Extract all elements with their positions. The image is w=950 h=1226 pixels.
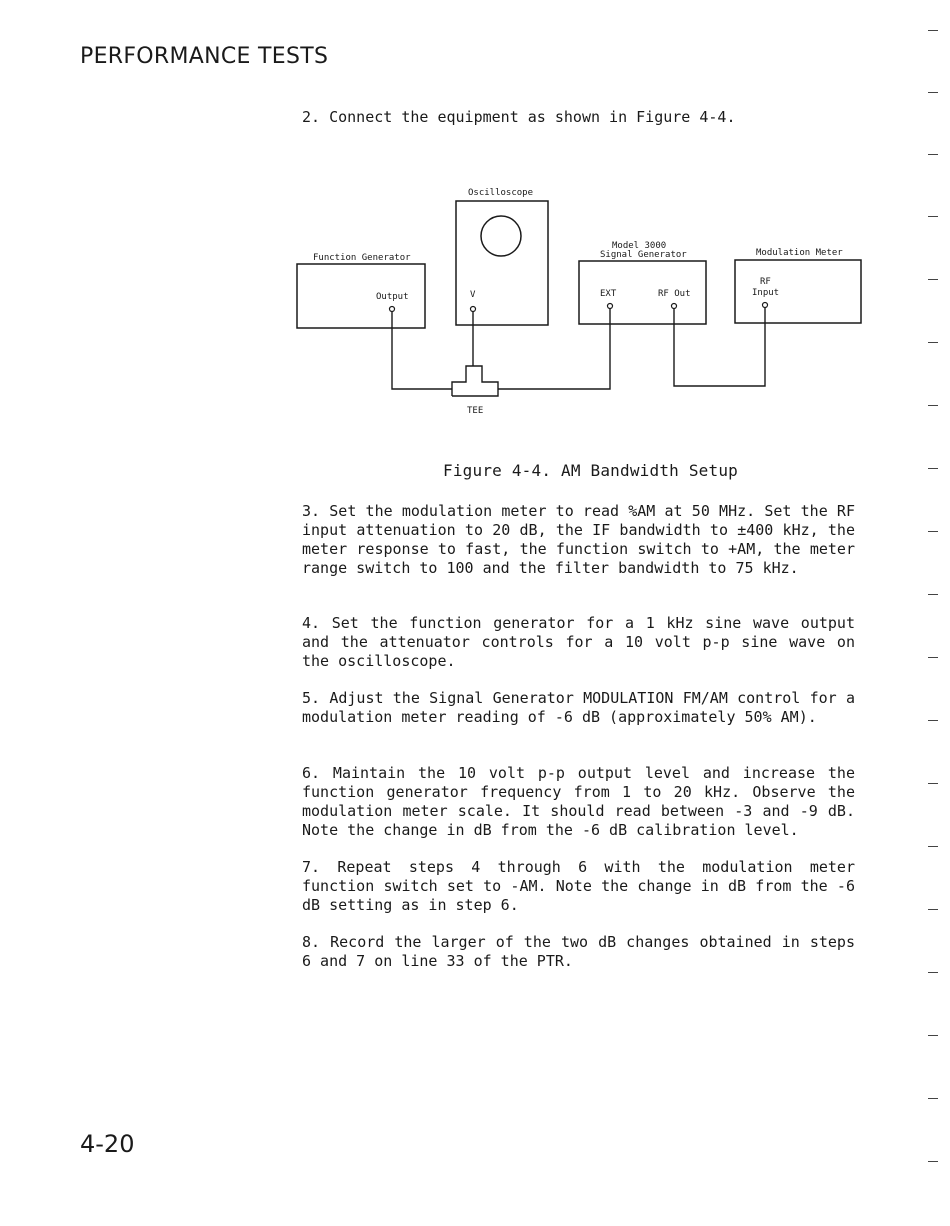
modulation-meter-input-connector [763, 303, 768, 308]
oscilloscope-label: Oscilloscope [468, 188, 534, 198]
modulation-meter-label: Modulation Meter [756, 248, 843, 258]
page-header-title: PERFORMANCE TESTS [80, 44, 329, 69]
signal-generator-ext-label: EXT [600, 289, 617, 299]
signal-generator-rf-out-connector [672, 304, 677, 309]
function-generator-output-connector [390, 307, 395, 312]
function-generator-output-label: Output [376, 292, 409, 302]
figure-caption: Figure 4-4. AM Bandwidth Setup [443, 461, 738, 480]
signal-generator-model-label: Model 3000 [612, 241, 667, 251]
setup-diagram [0, 0, 950, 430]
modulation-meter-input-label: Input [752, 288, 780, 298]
step-4-text: 4. Set the function generator for a 1 kHz sine wave output and the attenuator controls for a 10 volt p-p sine wave on the oscilloscope. [302, 614, 855, 670]
margin-tick-marks [926, 0, 938, 1226]
oscilloscope-v-connector [471, 307, 476, 312]
signal-generator-ext-connector [608, 304, 613, 309]
step-2-text: 2. Connect the equipment as shown in Figure 4-4. [302, 108, 736, 126]
oscilloscope-screen-icon [481, 216, 521, 256]
signal-generator-rf-out-label: RF Out [658, 289, 691, 299]
step-5-text: 5. Adjust the Signal Generator MODULATION FM/AM control for a modulation meter reading of -6 dB (approximately 50% AM). [302, 689, 855, 726]
step-8-text: 8. Record the larger of the two dB changes obtained in steps 6 and 7 on line 33 of the PTR. [302, 933, 855, 970]
step-6-text: 6. Maintain the 10 volt p-p output level and increase the function generator frequency from 1 to 20 kHz. Observe the modulation meter scale. It should read between -3 and -9 dB. Note the change in dB from the -6 dB calibration level. [302, 764, 855, 839]
oscilloscope-v-label: V [470, 290, 476, 300]
signal-generator-name-label: Signal Generator [600, 250, 687, 260]
oscilloscope-box [456, 201, 548, 325]
modulation-meter-rf-label: RF [760, 277, 771, 287]
tee-label: TEE [467, 406, 484, 416]
step-7-text: 7. Repeat steps 4 through 6 with the modulation meter function switch set to -AM. Note the change in dB from the -6 dB setting as in step 6. [302, 858, 855, 914]
function-generator-label: Function Generator [313, 253, 411, 263]
page-number: 4-20 [80, 1130, 135, 1158]
step-3-text: 3. Set the modulation meter to read %AM at 50 MHz. Set the RF input attenuation to 20 dB, the IF bandwidth to ±400 kHz, the meter response to fast, the function switch to +AM, the meter range switch to 100 and the filter bandwidth to 75 kHz. [302, 502, 855, 577]
